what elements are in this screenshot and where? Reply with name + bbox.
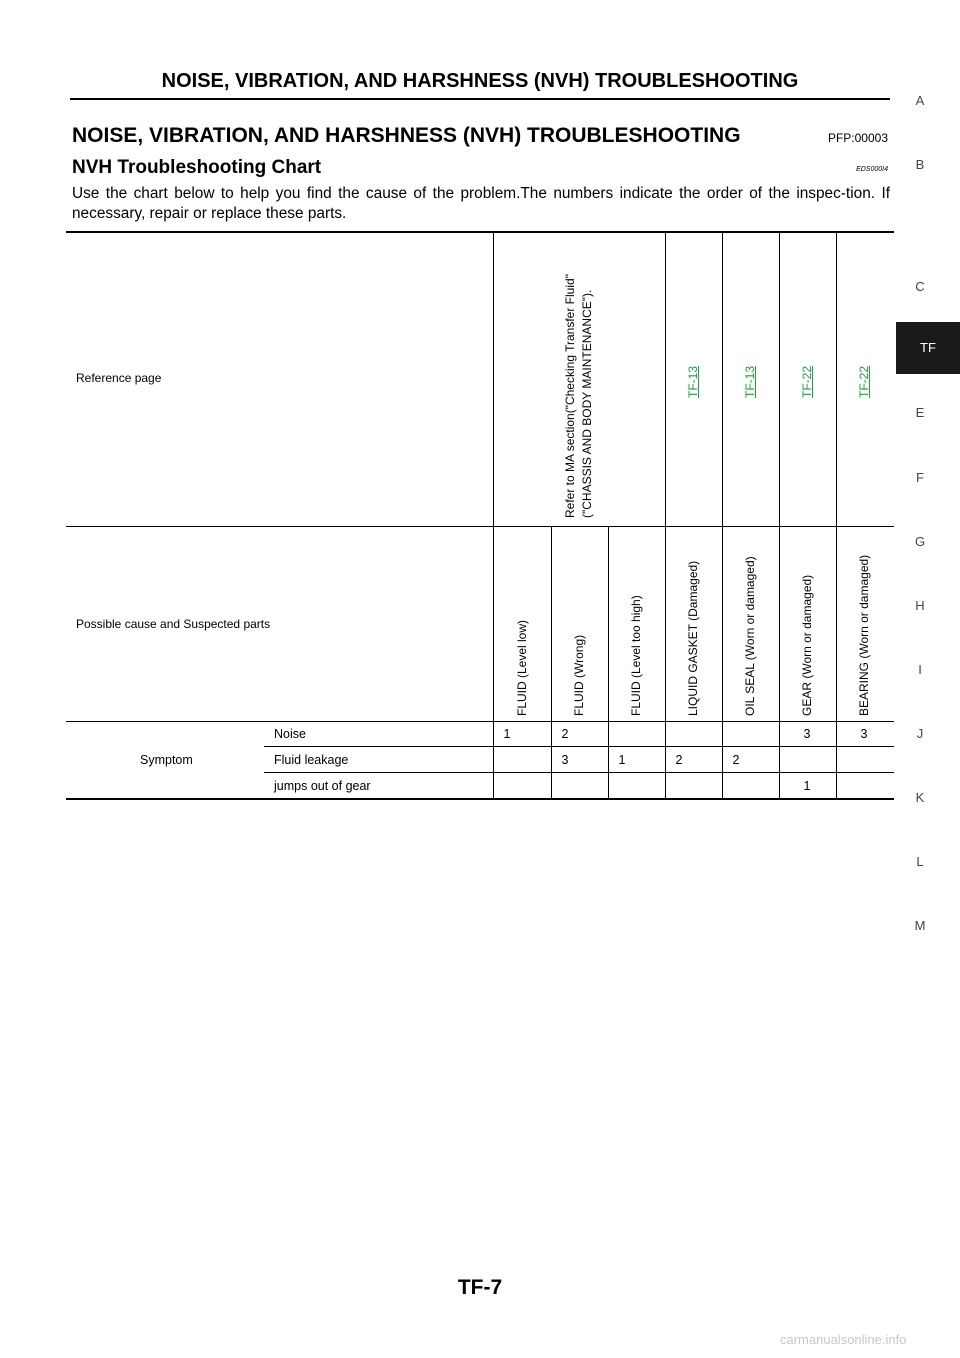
side-tab-e[interactable]: E: [915, 405, 925, 420]
ma-reference-text: Refer to MA section("Checking Transfer Fluid": [563, 274, 577, 518]
table-cell: 1: [803, 779, 811, 793]
reference-link-tf13[interactable]: TF-13: [743, 365, 757, 398]
watermark: carmanualsonline.info: [780, 1332, 907, 1347]
table-cell: 2: [561, 727, 569, 741]
sub-code: EDS000I4: [856, 166, 888, 173]
running-header: NOISE, VIBRATION, AND HARSHNESS (NVH) TROUBLESHOOTING: [161, 70, 799, 92]
part-header: FLUID (Wrong): [572, 634, 586, 716]
table-col-line: [665, 232, 666, 799]
table-col-line: [836, 232, 837, 799]
table-cell: 3: [803, 727, 811, 741]
side-tab-m[interactable]: M: [914, 918, 926, 933]
side-tab-k[interactable]: K: [915, 790, 925, 805]
symptom-name: Noise: [274, 727, 306, 741]
table-cell: 2: [675, 753, 683, 767]
side-tab-a[interactable]: A: [915, 93, 925, 108]
reference-link-tf13[interactable]: TF-13: [686, 365, 700, 398]
symptom-name: jumps out of gear: [274, 779, 371, 793]
part-header: FLUID (Level low): [515, 619, 529, 716]
side-tab-c[interactable]: C: [915, 279, 925, 294]
reference-link-tf22[interactable]: TF-22: [857, 365, 871, 398]
side-tab-j[interactable]: J: [916, 726, 924, 741]
symptom-name: Fluid leakage: [274, 753, 349, 767]
side-tab-h[interactable]: H: [915, 598, 925, 613]
table-col-line: [493, 232, 494, 799]
part-header: BEARING (Worn or damaged): [857, 554, 871, 716]
side-tab-f[interactable]: F: [916, 470, 924, 485]
side-tab-tf-active[interactable]: TF: [896, 322, 960, 374]
intro-paragraph: Use the chart below to help you find the cause of the problem.The numbers indicate the order of the inspec-tion. If necessary, repair or replace these parts.: [72, 185, 890, 222]
reference-link-tf22[interactable]: TF-22: [800, 365, 814, 398]
table-col-line: [779, 232, 780, 799]
ma-reference-text: ("CHASSIS AND BODY MAINTENANCE").: [580, 289, 594, 518]
side-tab-l[interactable]: L: [916, 854, 924, 869]
table-bottom-rule: [66, 798, 894, 800]
table-col-line: [722, 232, 723, 799]
symptom-label: Symptom: [140, 753, 193, 767]
part-header: GEAR (Worn or damaged): [800, 574, 814, 716]
table-cell: 3: [561, 753, 569, 767]
section-code: PFP:00003: [827, 131, 888, 145]
side-tab-g[interactable]: G: [914, 534, 926, 549]
side-tab-b[interactable]: B: [915, 157, 925, 172]
reference-page-label: Reference page: [76, 371, 162, 385]
table-top-rule: [66, 231, 894, 233]
part-header: LIQUID GASKET (Damaged): [686, 560, 700, 716]
part-header: OIL SEAL (Worn or damaged): [743, 556, 757, 716]
sub-title: NVH Troubleshooting Chart: [72, 157, 322, 178]
header-rule: [70, 98, 890, 100]
table-cell: 1: [618, 753, 626, 767]
section-title: NOISE, VIBRATION, AND HARSHNESS (NVH) TROUBLESHOOTING: [72, 124, 741, 147]
table-rule: [264, 746, 894, 747]
side-tab-i[interactable]: I: [918, 662, 922, 677]
table-cell: 3: [860, 727, 868, 741]
suspected-parts-label: Possible cause and Suspected parts: [76, 617, 271, 631]
table-cell: 1: [503, 727, 511, 741]
page-number: TF-7: [457, 1276, 503, 1299]
part-header: FLUID (Level too high): [629, 595, 643, 716]
table-rule: [264, 772, 894, 773]
table-rule: [66, 526, 894, 527]
table-cell: 2: [732, 753, 740, 767]
table-rule: [66, 721, 894, 722]
